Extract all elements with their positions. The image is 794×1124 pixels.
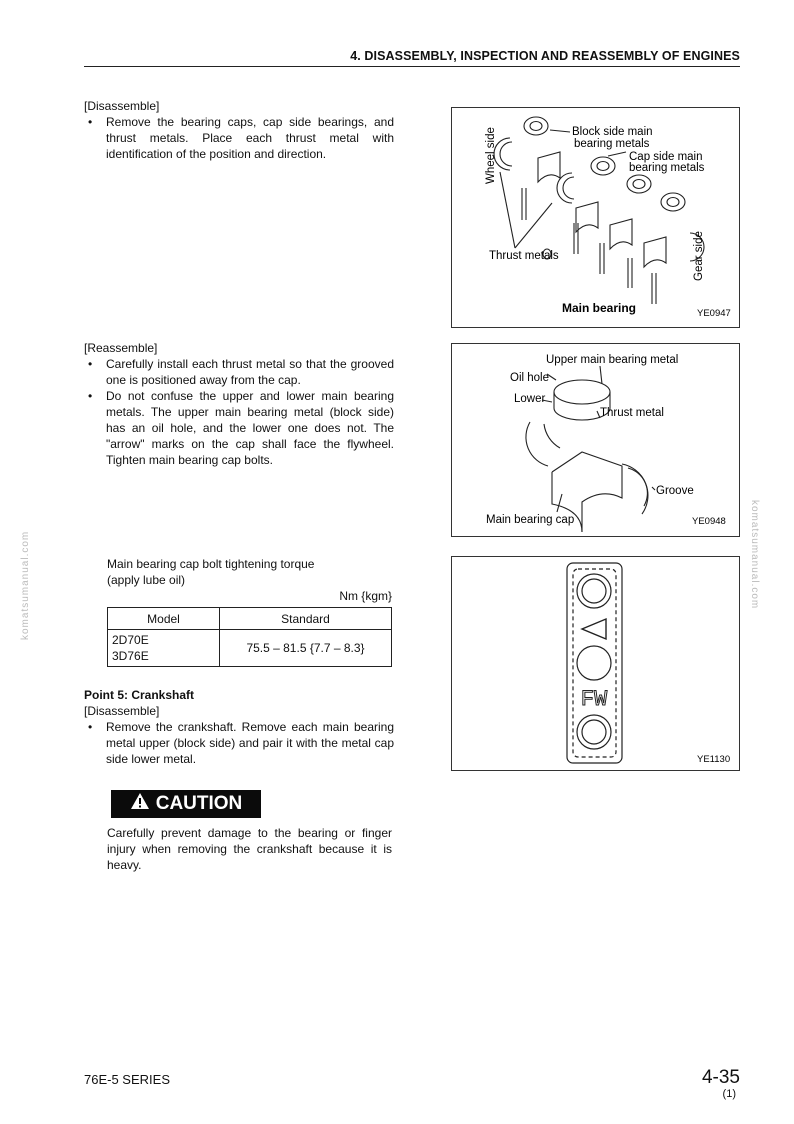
figure-cap-marks: [451, 556, 740, 771]
caution-label: CAUTION: [155, 793, 243, 814]
disassemble-bullet-1: • Remove the bearing caps, cap side bearings, and thrust metals. Place each thrust metal with identification of the position and direction.: [84, 114, 394, 162]
thrust-metal-illustration: [452, 344, 739, 536]
label-cap-side-1: Cap side main: [629, 151, 703, 163]
cap-marks-illustration: [452, 557, 739, 770]
torque-caption: [107, 556, 392, 588]
table-header-model: Model: [108, 608, 220, 630]
caution-text: Carefully prevent damage to the bearing or finger injury when removing the crankshaft because it is heavy.: [107, 826, 392, 872]
label-upper-main-bearing-metal: Upper main bearing metal: [546, 354, 679, 366]
figure-code-ye1130: YE1130: [697, 754, 731, 765]
torque-unit: Nm {kgm}: [339, 589, 392, 603]
label-gear-side: Gear side: [693, 231, 705, 281]
footer-page-sub: (1): [722, 1088, 736, 1100]
point5-title: Point 5: Crankshaft: [84, 688, 195, 702]
footer-series: 76E-5 SERIES: [84, 1072, 170, 1087]
disassemble-section: [84, 98, 394, 162]
model-3d76e: 3D76E: [112, 649, 149, 663]
model-2d70e: 2D70E: [112, 633, 149, 647]
label-wheel-side: Wheel side: [485, 127, 497, 184]
figure-code-ye0948: YE0948: [692, 516, 726, 527]
table-cell-models: [108, 630, 220, 667]
table-header-standard: Standard: [220, 608, 392, 630]
page-header-title: 4. DISASSEMBLY, INSPECTION AND REASSEMBLY OF ENGINES: [350, 49, 740, 63]
main-bearing-illustration: [452, 108, 739, 327]
reassemble-bullet-1: • Carefully install each thrust metal so that the grooved one is positioned away from the cap.: [84, 356, 394, 388]
watermark-left: komatsumanual.com: [20, 530, 31, 640]
reassemble-label: [Reassemble]: [84, 341, 158, 355]
caution-badge: [111, 790, 261, 818]
label-groove: Groove: [656, 485, 694, 497]
label-thrust-metals: Thrust metals: [489, 250, 559, 262]
reassemble-section: [84, 340, 394, 468]
torque-caption-line2: (apply lube oil): [107, 573, 186, 587]
header-rule: [84, 66, 740, 67]
label-block-side-1: Block side main: [572, 126, 653, 138]
point5-section: [84, 687, 394, 767]
warning-triangle-icon: [130, 792, 150, 816]
table-cell-standard: 75.5 – 81.5 {7.7 – 8.3}: [220, 630, 392, 667]
label-lower: Lower: [514, 393, 546, 405]
table-row: [108, 630, 392, 667]
footer-page-number: 4-35: [701, 1067, 740, 1088]
fw-mark: FW: [580, 687, 608, 712]
torque-caption-line1: Main bearing cap bolt tightening torque: [107, 557, 315, 571]
disassemble-label: [Disassemble]: [84, 99, 160, 113]
watermark-right: komatsumanual.com: [749, 500, 760, 610]
figure-main-bearing: [451, 107, 740, 328]
reassemble-bullet-2: • Do not confuse the upper and lower main bearing metals. The upper main bearing metal (block side) has an oil hole, and the lower one does not. The "arrow" marks on the cap shall face the flywheel. Tighten main bearing cap bolts.: [84, 388, 394, 468]
torque-spec-table: [107, 607, 392, 667]
figure-caption-main-bearing: Main bearing: [562, 301, 637, 315]
figure-code-ye0947: YE0947: [697, 308, 731, 319]
label-cap-side-2: bearing metals: [629, 162, 705, 174]
label-thrust-metal: Thrust metal: [600, 407, 664, 419]
figure-thrust-metal: [451, 343, 740, 537]
label-main-bearing-cap: Main bearing cap: [486, 514, 575, 526]
table-header-row: [108, 608, 392, 630]
label-block-side-2: bearing metals: [574, 138, 650, 150]
label-oil-hole: Oil hole: [510, 372, 549, 384]
point5-bullet-1: • Remove the crankshaft. Remove each main bearing metal upper (block side) and pair it with the metal cap side lower metal.: [84, 719, 394, 767]
point5-label: [Disassemble]: [84, 704, 160, 718]
